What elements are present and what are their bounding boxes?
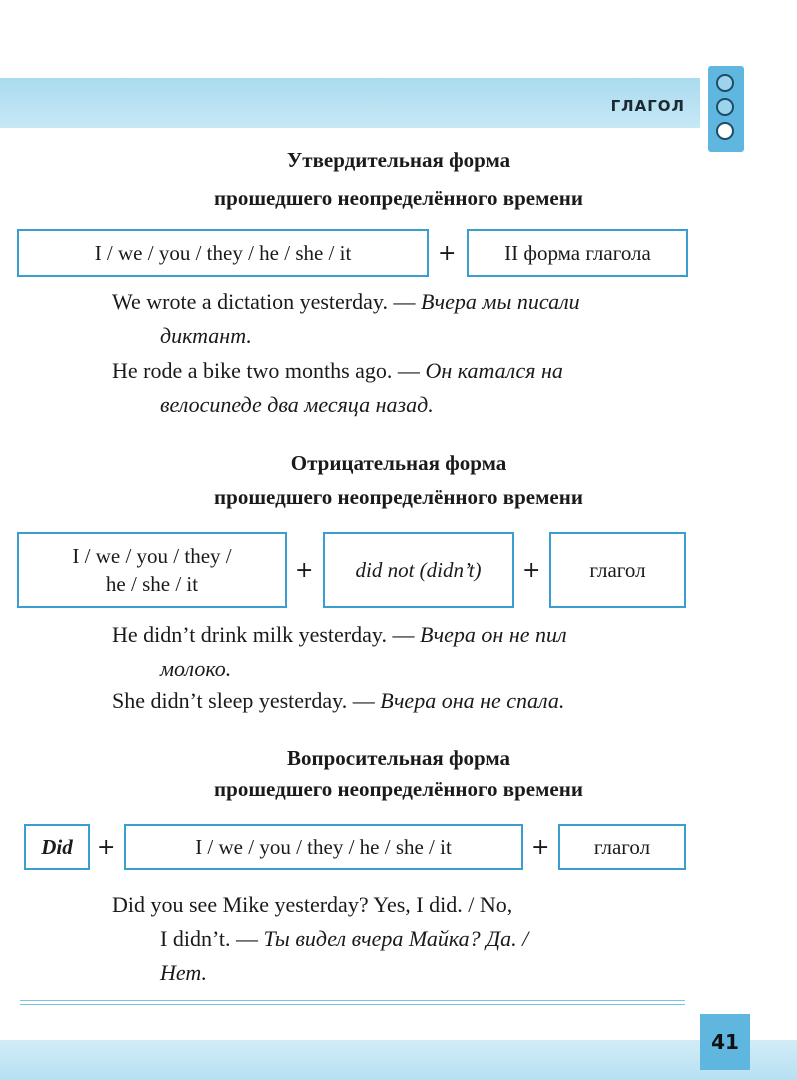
plus-sign: +: [295, 558, 314, 583]
example-line: [112, 922, 697, 956]
example-en: He didn’t drink milk yesterday. —: [112, 622, 420, 647]
example-ru: Вчера она не спала.: [380, 688, 565, 713]
question-title: Вопросительная форма: [287, 746, 510, 770]
example-en: He rode a bike two months ago. —: [112, 358, 426, 383]
circle-icon: [716, 122, 734, 140]
footer-band: [0, 1040, 797, 1080]
example-1: [112, 285, 697, 353]
example-ru: Ты видел вчера Майка? Да. /: [263, 926, 529, 951]
example-en: I didn’t. —: [160, 926, 264, 951]
plus-sign: +: [531, 835, 550, 860]
pronouns-box: [17, 532, 287, 608]
example-ru: велосипеде два месяца назад.: [160, 392, 434, 417]
verb-box: глагол: [558, 824, 686, 870]
auxiliary-box: Did: [24, 824, 90, 870]
circle-icon: [716, 74, 734, 92]
example-ru: Вчера мы писали: [420, 289, 580, 314]
footer-rule: [20, 1000, 685, 1007]
example-ru: Он катался на: [425, 358, 563, 383]
affirmative-subtitle: прошедшего неопределённого времени: [214, 186, 583, 210]
plus-sign: +: [522, 558, 541, 583]
example-3: [112, 618, 697, 686]
header-band: [0, 78, 700, 128]
question-subtitle: прошедшего неопределённого времени: [214, 777, 583, 801]
auxiliary-box: did not (didn’t): [323, 532, 514, 608]
example-en: We wrote a dictation yesterday. —: [112, 289, 421, 314]
example-5: [112, 888, 697, 990]
pronouns-line: he / she / it: [105, 572, 199, 596]
page-number: 41: [700, 1014, 750, 1070]
example-4: [112, 684, 697, 718]
chapter-tab: [708, 66, 744, 152]
pronouns-box: I / we / you / they / he / she / it: [124, 824, 523, 870]
example-ru: молоко.: [160, 656, 232, 681]
section-title: ГЛАГОЛ: [610, 97, 685, 115]
circle-icon: [716, 98, 734, 116]
pronouns-line: I / we / you / they /: [72, 544, 232, 568]
example-en: Did you see Mike yesterday? Yes, I did. / No,: [112, 892, 513, 917]
negative-title: Отрицательная форма: [290, 451, 507, 475]
verb-form-box: II форма глагола: [467, 229, 688, 277]
plus-sign: +: [438, 241, 457, 266]
example-ru: Вчера он не пил: [419, 622, 567, 647]
pronouns-box: I / we / you / they / he / she / it: [17, 229, 429, 277]
plus-sign: +: [97, 835, 116, 860]
example-ru: диктант.: [160, 323, 252, 348]
affirmative-title: Утвердительная форма: [286, 148, 511, 172]
example-ru: Нет.: [160, 960, 208, 985]
example-en: She didn’t sleep yesterday. —: [112, 688, 381, 713]
verb-box: глагол: [549, 532, 686, 608]
example-2: [112, 354, 697, 422]
negative-subtitle: прошедшего неопределённого времени: [214, 485, 583, 509]
